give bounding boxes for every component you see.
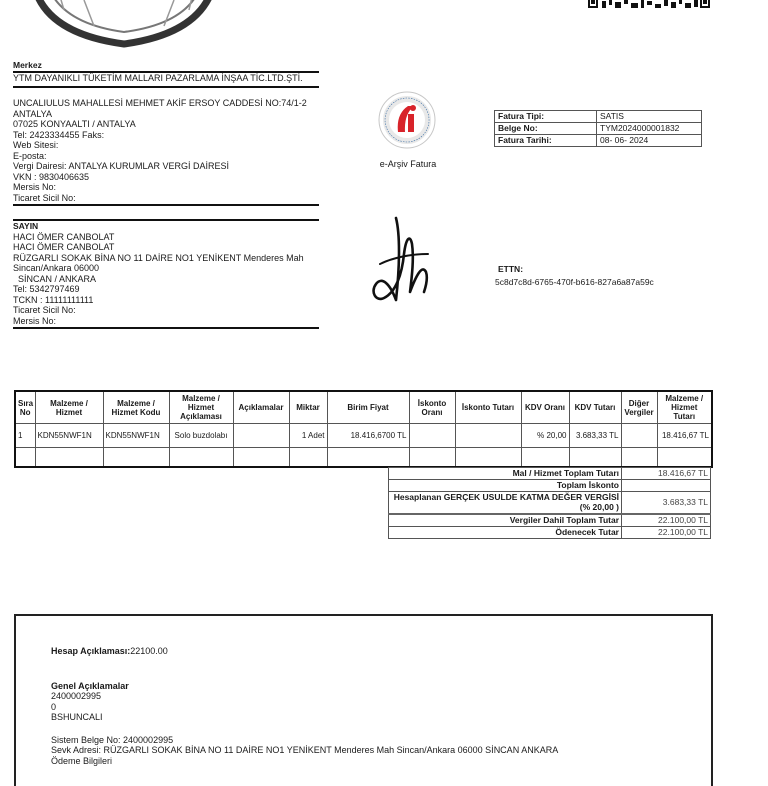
cell-discount-rate	[409, 424, 455, 448]
invoice-date-value: 08- 06- 2024	[597, 135, 702, 147]
cell-item: KDN55NWF1N	[35, 424, 103, 448]
vat-total-value: 3.683,33 TL	[622, 492, 711, 515]
seller-mersis: Mersis No:	[13, 182, 57, 192]
notes-box	[14, 614, 713, 786]
items-table	[14, 390, 713, 468]
invoice-date-label: Fatura Tarihi:	[495, 135, 597, 147]
shipping-address: Sevk Adresi: RÜZGARLI SOKAK BİNA NO 11 DAİRE NO1 YENİKENT Menderes Mah Sincan/Ankara 06000 SİNCAN ANKARA	[51, 745, 559, 755]
total-incl-tax-value: 22.100,00 TL	[622, 514, 711, 527]
col-header-vat-amount: KDV Tutarı	[569, 391, 621, 424]
invoice-info-table	[494, 110, 702, 147]
cell-other-taxes	[621, 424, 657, 448]
buyer-tel: Tel: 5342797469	[13, 284, 80, 294]
invoice-info-row	[495, 135, 702, 147]
amount-due-label: Ödenecek Tutar	[389, 527, 622, 539]
seller-tel: Tel: 2423334455 Faks:	[13, 129, 105, 140]
col-header-unit-price: Birim Fiyat	[327, 391, 409, 424]
buyer-name: HACI ÖMER CANBOLAT	[13, 231, 115, 242]
total-incl-tax-label: Vergiler Dahil Toplam Tutar	[389, 514, 622, 527]
cell-quantity: 1 Adet	[289, 424, 327, 448]
col-header-other-taxes: Diğer Vergiler	[621, 391, 657, 424]
items-header-row	[15, 391, 712, 424]
buyer-trade-registry: Ticaret Sicil No:	[13, 305, 76, 315]
seller-web: Web Sitesi:	[13, 140, 59, 150]
system-doc-no: Sistem Belge No: 2400002995	[51, 734, 174, 745]
seller-section-label: Merkez	[13, 60, 42, 70]
cell-item-code: KDN55NWF1N	[103, 424, 169, 448]
seller-block	[13, 60, 319, 206]
totals-row	[389, 468, 711, 480]
subtotal-value: 18.416,67 TL	[622, 468, 711, 480]
account-note-value: 22100.00	[130, 646, 168, 656]
totals-row	[389, 480, 711, 492]
totals-row	[389, 492, 711, 515]
totals-row	[389, 527, 711, 539]
general-note-line2: 0	[51, 701, 57, 712]
buyer-tckn: TCKN : 11111111111	[13, 294, 94, 305]
col-header-discount-rate: İskonto Oranı	[409, 391, 455, 424]
cell-unit-price: 18.416,6700 TL	[327, 424, 409, 448]
vat-total-label: Hesaplanan GERÇEK USULDE KATMA DEĞER VERGİSİ (% 20,00 )	[389, 492, 622, 515]
seller-trade-registry: Ticaret Sicil No:	[13, 192, 76, 203]
seal-arc-icon	[24, 0, 224, 56]
col-header-discount-amount: İskonto Tutarı	[455, 391, 521, 424]
seller-address-line2: ANTALYA	[13, 108, 53, 119]
cell-notes	[233, 424, 289, 448]
cell-vat-rate: % 20,00	[521, 424, 569, 448]
cell-discount-amount	[455, 424, 521, 448]
invoice-type-label: Fatura Tipi:	[495, 111, 597, 123]
col-header-item-code: Malzeme / Hizmet Kodu	[103, 391, 169, 424]
amount-due-value: 22.100,00 TL	[622, 527, 711, 539]
cell-item-total: 18.416,67 TL	[657, 424, 712, 448]
buyer-address-line1: RÜZGARLI SOKAK BİNA NO 11 DAİRE NO1 YENİKENT Menderes Mah	[13, 252, 304, 263]
notes-content	[51, 646, 691, 766]
seller-address-line3: 07025 KONYAALTI / ANTALYA	[13, 119, 136, 129]
totals-table	[388, 467, 711, 539]
discount-total-value	[622, 480, 711, 492]
payment-info: Ödeme Bilgileri	[51, 755, 113, 766]
buyer-section-label: SAYIN	[13, 221, 39, 231]
gib-logo-icon	[374, 90, 440, 150]
table-row-empty	[15, 448, 712, 468]
col-header-item-desc: Malzeme / Hizmet Açıklaması	[169, 391, 233, 424]
account-note	[51, 646, 691, 657]
invoice-type-value: SATIS	[597, 111, 702, 123]
table-row	[15, 424, 712, 448]
buyer-mersis: Mersis No:	[13, 315, 57, 326]
discount-total-label: Toplam İskonto	[389, 480, 622, 492]
col-header-quantity: Miktar	[289, 391, 327, 424]
seller-name: YTM DAYANIKLI TÜKETİM MALLARI PAZARLAMA İNŞAA TİC.LTD.ŞTİ.	[13, 72, 303, 83]
account-note-label: Hesap Açıklaması:	[51, 646, 131, 656]
col-header-sira: Sıra No	[15, 391, 35, 424]
document-no-label: Belge No:	[495, 123, 597, 135]
totals-row	[389, 514, 711, 527]
invoice-info-row	[495, 111, 702, 123]
buyer-block	[13, 219, 319, 329]
document-no-value: TYM2024000001832	[597, 123, 702, 135]
col-header-item: Malzeme / Hizmet	[35, 391, 103, 424]
buyer-name-secondary: HACI ÖMER CANBOLAT	[13, 242, 115, 252]
ettn-label: ETTN:	[498, 264, 524, 274]
cell-sira: 1	[15, 424, 35, 448]
seller-bottom-rule	[13, 204, 319, 206]
general-notes-label: Genel Açıklamalar	[51, 680, 129, 691]
seller-vkn: VKN : 9830406635	[13, 171, 90, 182]
col-header-item-total: Malzeme / Hizmet Tutarı	[657, 391, 712, 424]
ettn-value: 5c8d7c8d-6765-470f-b616-827a6a87a59c	[495, 277, 654, 287]
seller-email: E-posta:	[13, 150, 47, 161]
invoice-info-row	[495, 123, 702, 135]
signature-icon	[366, 214, 436, 306]
cell-vat-amount: 3.683,33 TL	[569, 424, 621, 448]
general-note-line1: 2400002995	[51, 691, 102, 701]
seller-tax-office: Vergi Dairesi: ANTALYA KURUMLAR VERGİ DAİRESİ	[13, 161, 230, 171]
earsiv-label: e-Arşiv Fatura	[379, 159, 437, 169]
qr-code-icon	[588, 0, 710, 8]
col-header-notes: Açıklamalar	[233, 391, 289, 424]
cell-item-desc: Solo buzdolabı	[169, 424, 233, 448]
buyer-address-line3: SİNCAN / ANKARA	[13, 273, 97, 284]
subtotal-label: Mal / Hizmet Toplam Tutarı	[389, 468, 622, 480]
seller-address-line1: UNCALIULUS MAHALLESİ MEHMET AKİF ERSOY CADDESİ NO:74/1-2	[13, 98, 307, 108]
general-note-line3: BSHUNCALI	[51, 712, 103, 722]
buyer-bottom-rule	[13, 327, 319, 329]
col-header-vat-rate: KDV Oranı	[521, 391, 569, 424]
buyer-address-line2: Sincan/Ankara 06000	[13, 263, 100, 273]
